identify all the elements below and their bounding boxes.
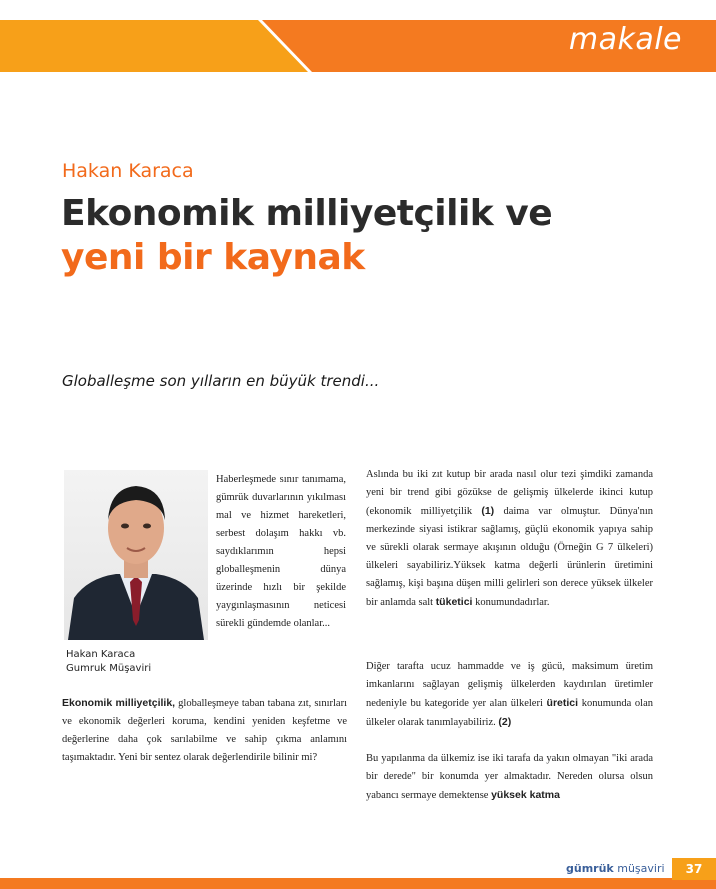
body-paragraph-1: Haberleşmede sınır tanımama, gümrük duvarlarının yıkılması mal ve hizmet hareketleri, serbest dolaşım hakkı vb. saydıklarımın hepsi globalleşmenin dünya üzerinde hızlı bir şekilde yaygınlaşmasının neticesi sürekli gündemde olanlar... <box>216 474 346 629</box>
section-label: makale <box>568 22 682 57</box>
article-title <box>61 192 552 280</box>
portrait-image <box>64 470 208 640</box>
footer-brand <box>566 862 665 875</box>
p5-text-a: Bu yapılanma da ülkemiz ise iki tarafa da yakın olmayan "iki arada bir derede" bir konumda yer almaktadır. Nereden olursa olsun yabancı sermaye demektense <box>366 753 653 801</box>
page-number: 37 <box>685 862 703 876</box>
p5-emphasis: yüksek katma <box>491 789 560 801</box>
title-line-1: Ekonomik milliyetçilik ve <box>61 193 553 234</box>
p2-emphasis: Ekonomik milliyetçilik, <box>62 697 176 709</box>
header-band <box>0 0 716 72</box>
footer-bar <box>0 878 716 889</box>
article-subtitle: Globalleşme son yılların en büyük trendi... <box>62 372 380 390</box>
page-number-box <box>672 858 716 880</box>
photo-caption <box>66 648 151 676</box>
p3-reference: (1) <box>481 505 495 517</box>
p4-reference: (2) <box>498 716 512 728</box>
brand-bold: gümrük <box>566 862 614 875</box>
p3-emphasis: tüketici <box>435 596 473 608</box>
p3-text-b: daima var olmuştur. Dünya'nın merkezinde siyasi istikrar sağlamış, güçlü ekonomik yapıya sahip ve sürekli olarak sermaye akışının olduğu (Örneğin G 7 ülkeleri) ülkeleri sayabiliriz.Yüksek katma değerli ürünlerin üretimini sağlamış, kişi başına düşen milli gelirleri son derece yüksek ülkeler bir anlamda salt <box>366 506 653 608</box>
p2-text: globalleşmeye taban tabana zıt, sınırları ve ekonomik değerleri koruma, kendini yeniden keşfetme ve değerlerine daha çok sarılabilme ve sahip çıkma anlamını taşımaktadır. Yeni bir sentez olarak değerlendirile bilinir mi? <box>62 698 348 763</box>
body-paragraph-3 <box>366 466 653 612</box>
body-paragraph-4 <box>366 658 653 732</box>
caption-name: Hakan Karaca <box>66 649 136 660</box>
author-name: Hakan Karaca <box>62 160 194 182</box>
p4-emphasis: üretici <box>546 697 579 709</box>
brand-light: müşaviri <box>617 862 665 875</box>
caption-role: Gumruk Müşaviri <box>66 663 152 674</box>
p3-text-c: konumundadırlar. <box>472 597 550 608</box>
p3-text-a: Aslında bu iki zıt kutup bir arada nasıl olur tezi şimdiki zamanda yeni bir trend gibi gözükse de gelişmiş ülkelerde ikinci kutup (ekonomik milliyetçilik <box>366 469 653 517</box>
body-paragraph-2 <box>62 694 347 767</box>
author-photo <box>64 470 208 640</box>
p4-text-b: konumunda olan ülkeler olarak tanımlayabiliriz. <box>366 698 654 728</box>
body-paragraph-5 <box>366 750 653 805</box>
title-line-2: yeni bir kaynak <box>61 237 365 278</box>
p4-text-a: Diğer tarafta ucuz hammadde ve iş gücü, maksimum üretim imkanlarını sağlayan gelişmiş ülkelerden kaydırılan üretimler nedeniyle bu kategoride yer alan ülkeleri <box>366 661 653 709</box>
